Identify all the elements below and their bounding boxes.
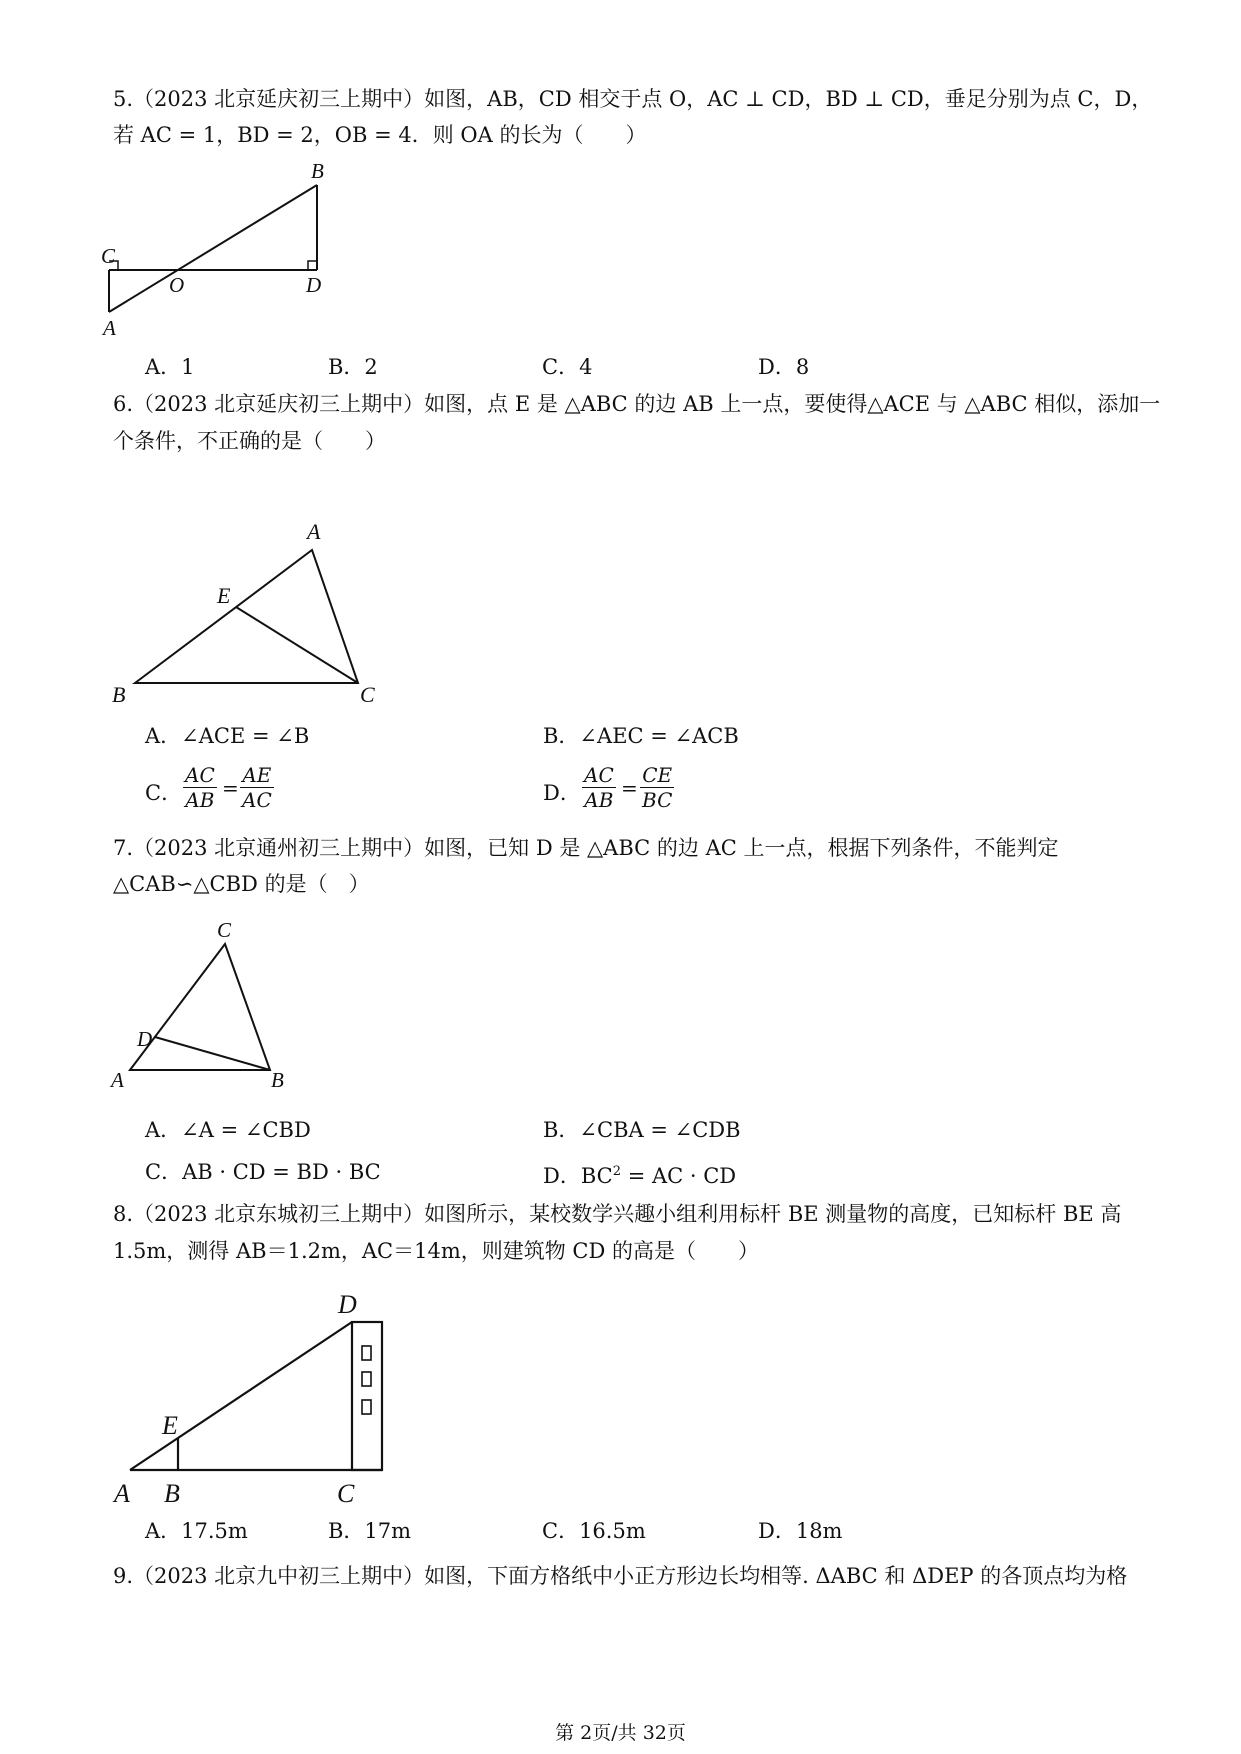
segment-bd: [155, 1037, 270, 1070]
q8-line1: 8.（2023 北京东城初三上期中）如图所示，某校数学兴趣小组利用标杆 BE 测量物的高度，已知标杆 BE 高: [113, 1202, 1122, 1226]
sight-line-ad: [130, 1322, 352, 1470]
option-d-prefix: D．BC: [543, 1164, 613, 1188]
q5-line1: 5.（2023 北京延庆初三上期中）如图，AB，CD 相交于点 O，AC ⊥ CD，BD ⊥ CD，垂足分别为点 C，D，: [113, 87, 1153, 111]
label-b: B: [164, 1479, 180, 1508]
label-c: C: [360, 682, 375, 707]
q6-option-c-fraction-left: [183, 763, 217, 812]
q7-option-d: [543, 1157, 736, 1191]
label-a: A: [103, 316, 116, 340]
numerator: AC: [185, 763, 215, 787]
q7-line1: 7.（2023 北京通州初三上期中）如图，已知 D 是 △ABC 的边 AC 上一点，根据下列条件，不能判定: [113, 836, 1059, 860]
q6-figure: [100, 515, 390, 710]
q8-option-a: A．17.5m: [145, 1519, 248, 1543]
q7-figure: [105, 915, 305, 1105]
q6-option-d-fraction-left: [582, 763, 616, 812]
denominator: BC: [642, 788, 673, 812]
label-a: A: [307, 519, 321, 544]
label-b: B: [311, 159, 324, 183]
label-e: E: [162, 1411, 178, 1440]
label-d: D: [338, 1290, 357, 1319]
q5-line2: 若 AC = 1，BD = 2，OB = 4．则 OA 的长为（ ）: [113, 123, 647, 147]
equals-sign: =: [222, 776, 239, 800]
q8-figure: [100, 1280, 400, 1510]
label-a: A: [114, 1479, 130, 1508]
q6-option-d-fraction-right: [640, 763, 674, 812]
q6-line1: 6.（2023 北京延庆初三上期中）如图，点 E 是 △ABC 的边 AB 上一点，要使得△ACE 与 △ABC 相似，添加一: [113, 392, 1161, 416]
q6-option-a: A．∠ACE = ∠B: [145, 724, 310, 748]
q7-line2: △CAB∽△CBD 的是（ ）: [113, 872, 370, 896]
q9-line1: 9.（2023 北京九中初三上期中）如图，下面方格纸中小正方形边长均相等. ΔABC 和 ΔDEP 的各顶点均为格: [113, 1564, 1128, 1588]
segment-ec: [236, 607, 358, 683]
triangle-abc: [130, 944, 270, 1070]
q6-option-b: B．∠AEC = ∠ACB: [543, 724, 739, 748]
building-window: [362, 1346, 371, 1360]
q8-option-c: C．16.5m: [542, 1519, 646, 1543]
q8-line2: 1.5m，测得 AB＝1.2m，AC＝14m，则建筑物 CD 的高是（ ）: [113, 1239, 760, 1263]
denominator: AB: [584, 788, 614, 812]
numerator: AC: [584, 763, 614, 787]
equals-sign: =: [621, 776, 638, 800]
segment-ab: [109, 185, 317, 312]
building-window: [362, 1400, 371, 1414]
building-window: [362, 1372, 371, 1386]
numerator: AE: [240, 763, 274, 788]
q5-option-d: D．8: [758, 355, 810, 379]
label-c: C: [101, 244, 116, 268]
q7-option-c: C．AB · CD = BD · BC: [145, 1160, 381, 1184]
q5-option-a: A．1: [145, 355, 195, 379]
q6-line2: 个条件，不正确的是（ ）: [113, 429, 386, 453]
building-cd: [352, 1322, 382, 1470]
q6-option-c-fraction-right: [240, 763, 274, 812]
q8-option-b: B．17m: [328, 1519, 412, 1543]
denominator: AC: [242, 788, 272, 812]
superscript: 2: [612, 1164, 622, 1179]
label-b: B: [112, 682, 126, 707]
q7-option-a: A．∠A = ∠CBD: [145, 1118, 311, 1142]
page-footer: 第 2页/共 32页: [555, 1722, 686, 1744]
q5-option-c: C．4: [542, 355, 593, 379]
q5-option-b: B．2: [328, 355, 378, 379]
label-a: A: [111, 1068, 124, 1092]
label-e: E: [217, 583, 231, 608]
right-angle-d: [308, 261, 317, 270]
option-d-suffix: = AC · CD: [621, 1164, 737, 1188]
label-c: C: [337, 1479, 355, 1508]
label-o: O: [169, 273, 185, 297]
q6-option-c-label: C．: [145, 781, 183, 805]
q7-option-b: B．∠CBA = ∠CDB: [543, 1118, 741, 1142]
label-b: B: [271, 1068, 284, 1092]
numerator: CE: [640, 763, 674, 788]
q8-option-d: D．18m: [758, 1519, 843, 1543]
denominator: AB: [185, 788, 215, 812]
q5-figure: [95, 155, 355, 345]
label-c: C: [217, 918, 232, 942]
label-d: D: [306, 273, 322, 297]
q6-option-d-label: D．: [543, 781, 581, 805]
label-d: D: [137, 1027, 153, 1051]
